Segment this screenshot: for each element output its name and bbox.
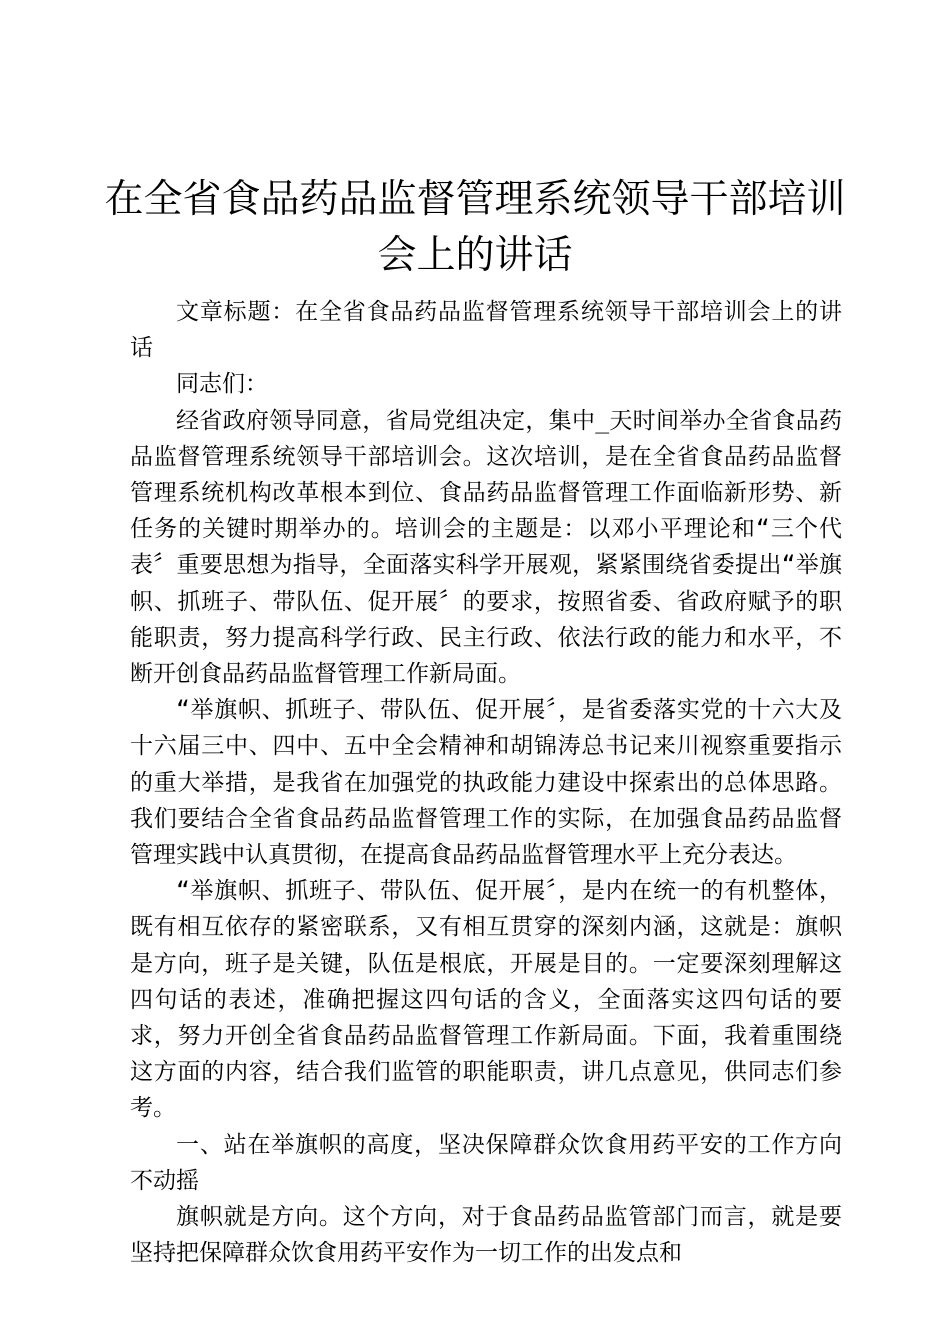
paragraph-introduction: 经省政府领导同意，省局党组决定，集中_天时间举办全省食品药品监督管理系统领导干部培训会。这次培训，是在全省食品药品监督管理系统机构改革根本到位、食品药品监督管理工作面临新形势、新任务的关键时期举办的。培训会的主题是：以邓小平理论和“三个代表〞重要思想为指导，全面落实科学开展观，紧紧围绕省委提出“举旗帜、抓班子、带队伍、促开展〞的要求，按照省委、省政府赋予的职能职责，努力提高科学行政、民主行政、依法行政的能力和水平，不断开创食品药品监督管理工作新局面。 bbox=[130, 407, 842, 688]
document-title: 在全省食品药品监督管理系统领导干部培训会上的讲话 bbox=[104, 177, 846, 278]
section-heading: 一、站在举旗帜的高度，坚决保障群众饮食用药平安的工作方向不动摇 bbox=[130, 1131, 842, 1194]
paragraph-salutation: 同志们： bbox=[176, 371, 268, 398]
document-body bbox=[130, 294, 842, 1271]
paragraph: “举旗帜、抓班子、带队伍、促开展〞，是内在统一的有机整体，既有相互依存的紧密联系，又有相互贯穿的深刻内涵，这就是：旗帜是方向，班子是关键，队伍是根底，开展是目的。一定要深刻理解这四句话的表述，准确把握这四句话的含义，全面落实这四句话的要求，努力开创全省食品药品监督管理工作新局面。下面，我着重围绕这方面的内容，结合我们监管的职能职责，讲几点意见，供同志们参考。 bbox=[130, 878, 842, 1122]
paragraph: “举旗帜、抓班子、带队伍、促开展〞，是省委落实党的十六大及十六届三中、四中、五中全会精神和胡锦涛总书记来川视察重要指示的重大举措，是我省在加强党的执政能力建设中探索出的总体思路。我们要结合全省食品药品监督管理工作的实际，在加强食品药品监督管理实践中认真贯彻，在提高食品药品监督管理水平上充分表达。 bbox=[130, 697, 842, 869]
paragraph: 旗帜就是方向。这个方向，对于食品药品监管部门而言，就是要坚持把保障群众饮食用药平安作为一切工作的出发点和 bbox=[130, 1204, 842, 1267]
paragraph-article-title: 文章标题：在全省食品药品监督管理系统领导干部培训会上的讲话 bbox=[130, 299, 842, 362]
